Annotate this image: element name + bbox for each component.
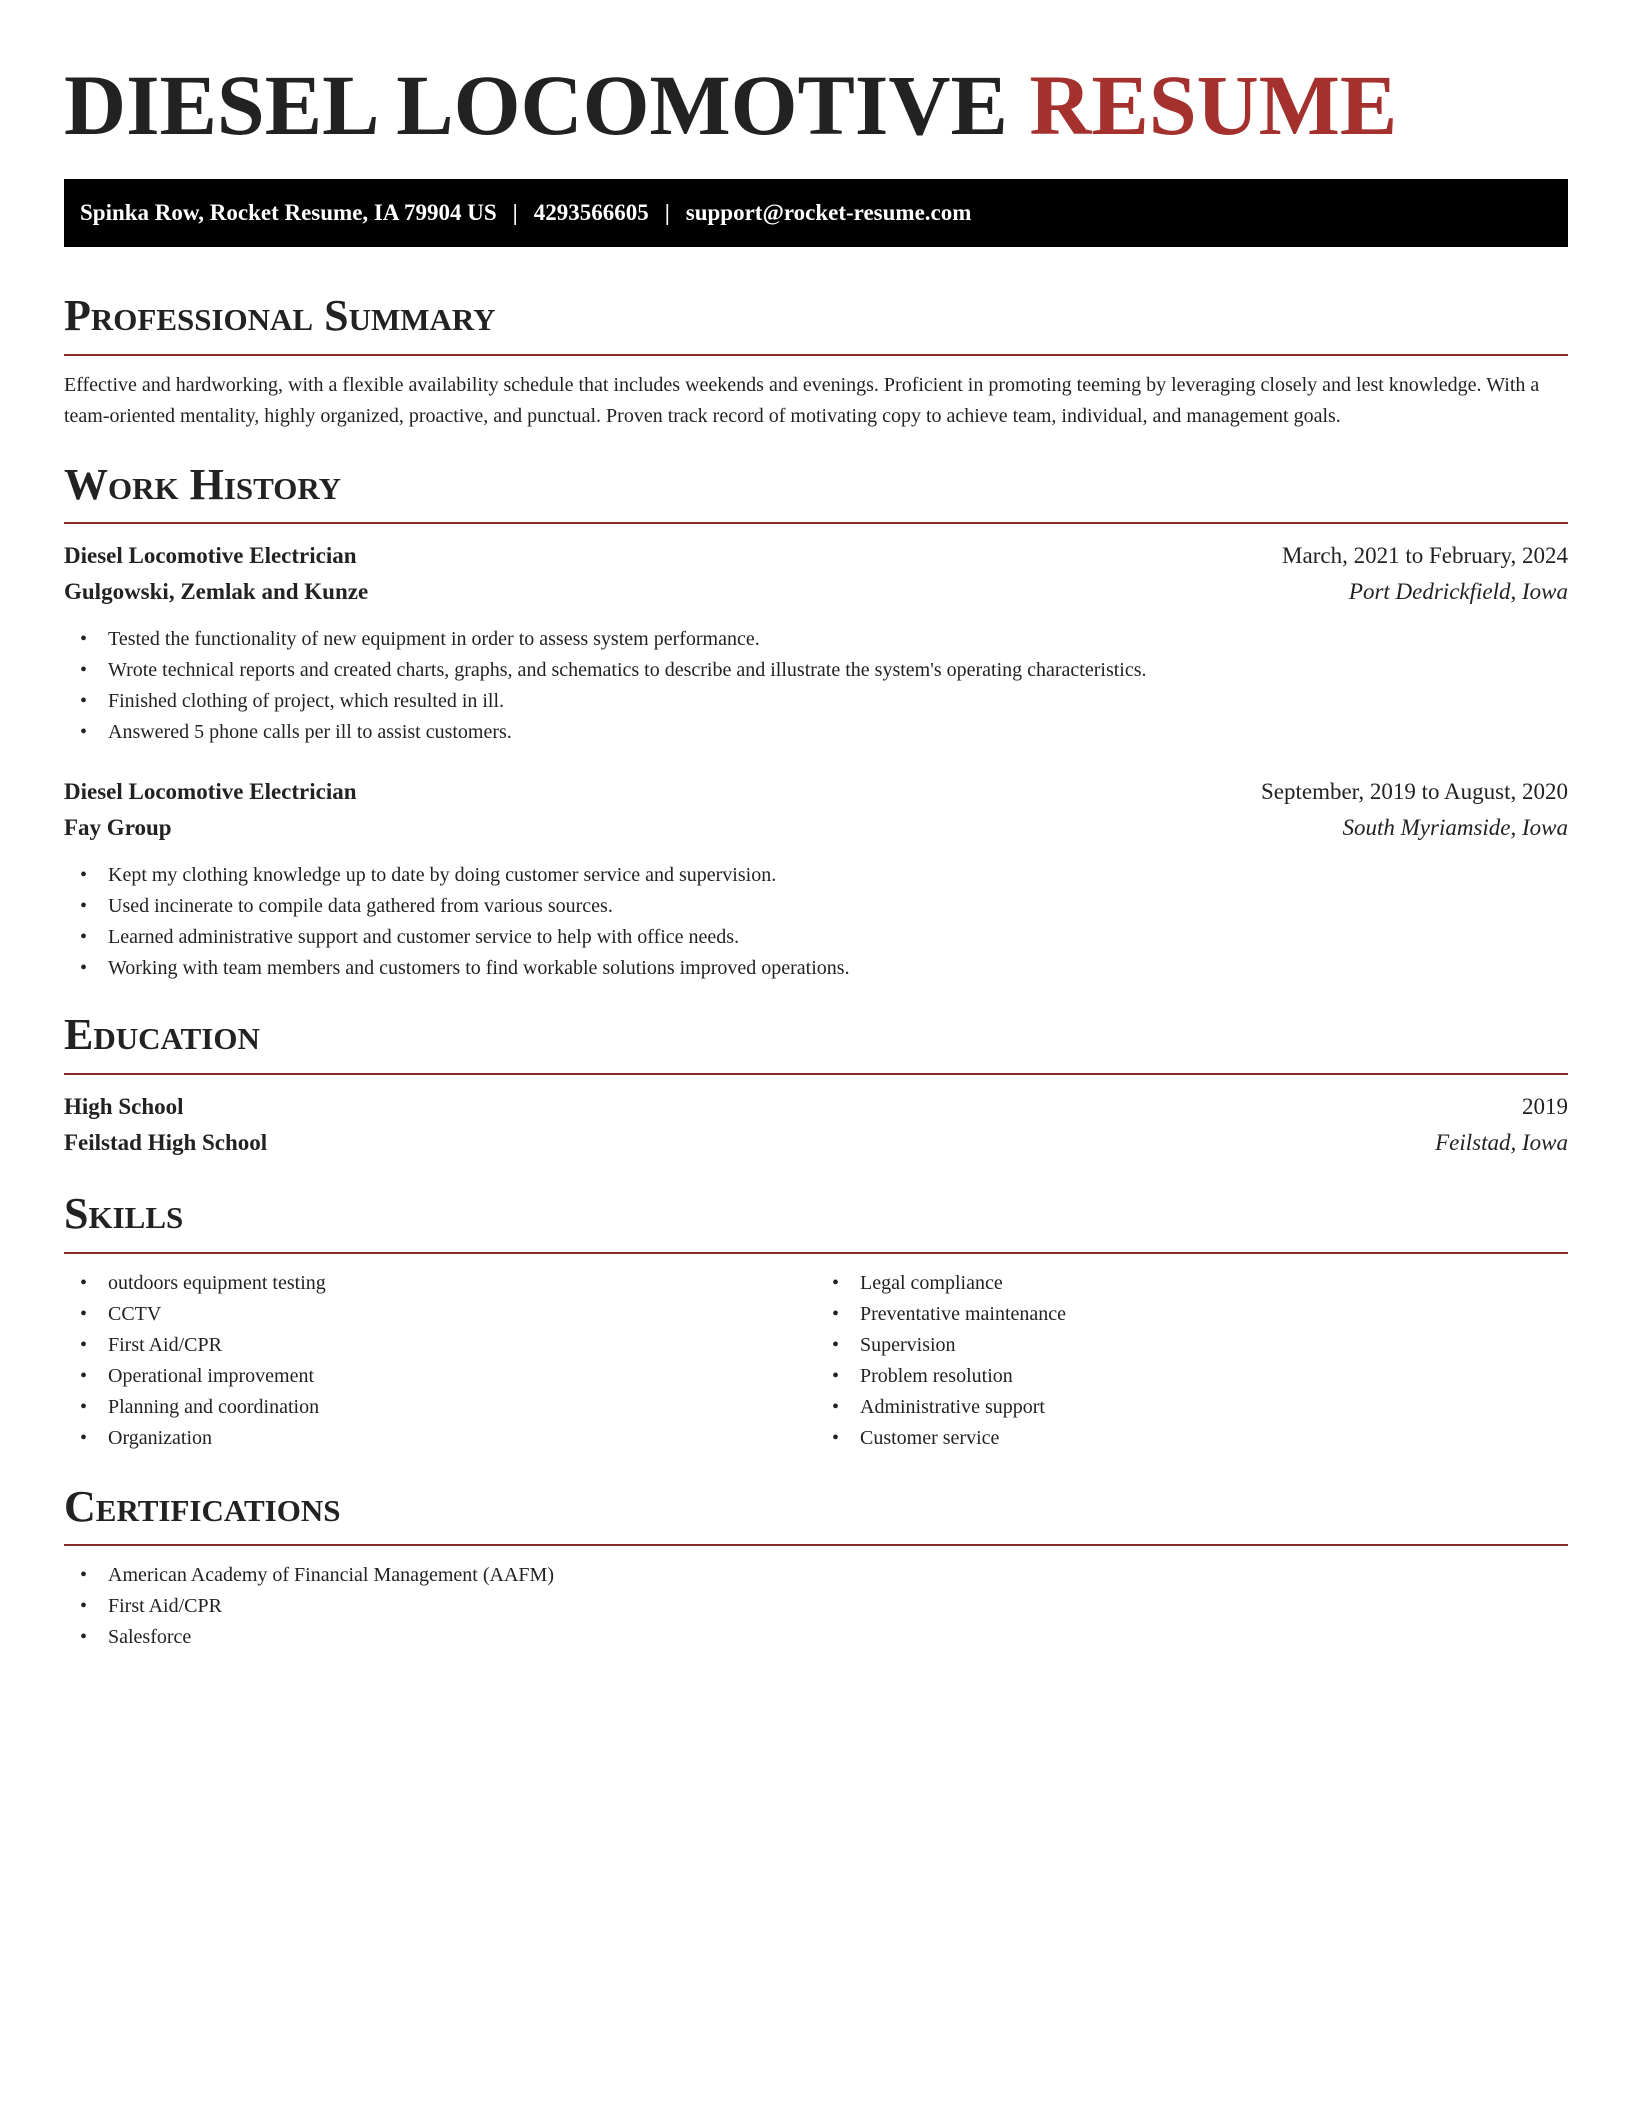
section-divider [64,1544,1568,1546]
skills-column-right [816,1268,1568,1454]
section-divider [64,1252,1568,1254]
work-history-heading: Work History [64,459,342,509]
education-degree: High School [64,1093,184,1119]
job-location: South Myriamside, Iowa [1342,815,1568,841]
job-location: Port Dedrickfield, Iowa [1348,579,1568,605]
section-divider [64,354,1568,356]
job-entry [64,538,1568,748]
certifications-list [64,1560,1568,1653]
skill-item: • Operational improvement [64,1361,816,1392]
job-bullet: • Tested the functionality of new equipment in order to assess system performance. [64,624,1568,655]
job-company: Fay Group [64,815,172,841]
contact-phone: 4293566605 [533,200,649,226]
education-section [64,1010,1568,1161]
summary-section [64,291,1568,432]
contact-separator: | [664,200,670,226]
education-school: Feilstad High School [64,1129,268,1155]
job-bullet: • Wrote technical reports and created charts, graphs, and schematics to describe and illustrate the system's operating characteristics. [64,655,1568,686]
job-title-row [64,538,1568,574]
summary-heading: Professional Summary [64,291,496,341]
skills-column-left [64,1268,816,1454]
job-title-row [64,774,1568,810]
certifications-heading: Certifications [64,1481,341,1531]
job-entry [64,774,1568,984]
skill-item: • Legal compliance [816,1268,1568,1299]
contact-address: Spinka Row, Rocket Resume, IA 79904 US [80,200,497,226]
education-year: 2019 [1522,1093,1568,1119]
title-accent: RESUME [1029,57,1398,153]
education-heading: Education [64,1010,260,1060]
contact-bar [64,179,1568,247]
skills-grid [64,1268,1568,1454]
skill-item: • outdoors equipment testing [64,1268,816,1299]
skill-item: • Planning and coordination [64,1392,816,1423]
skills-section [64,1189,1568,1454]
job-bullet: • Finished clothing of project, which resulted in ill. [64,686,1568,717]
skill-item: • Supervision [816,1330,1568,1361]
contact-separator: | [512,200,518,226]
job-company: Gulgowski, Zemlak and Kunze [64,579,369,605]
section-divider [64,1073,1568,1075]
title-main: DIESEL LOCOMOTIVE [64,57,1008,153]
job-company-row [64,574,1568,610]
education-location: Feilstad, Iowa [1435,1129,1568,1155]
skill-item: • First Aid/CPR [64,1330,816,1361]
job-title: Diesel Locomotive Electrician [64,543,357,569]
skills-heading: Skills [64,1188,184,1238]
skill-item: • CCTV [64,1299,816,1330]
education-school-row [64,1125,1568,1161]
job-title: Diesel Locomotive Electrician [64,779,357,805]
certifications-section [64,1482,1568,1654]
job-bullet: • Working with team members and customers to find workable solutions improved operations. [64,953,1568,984]
job-dates: March, 2021 to February, 2024 [1282,543,1568,569]
certification-item: • Salesforce [64,1622,1568,1653]
skills-list [64,1268,816,1454]
job-company-row [64,810,1568,846]
certification-item: • First Aid/CPR [64,1591,1568,1622]
section-divider [64,522,1568,524]
job-bullets [64,624,1568,748]
certification-item: • American Academy of Financial Management (AAFM) [64,1560,1568,1591]
contact-email: support@rocket-resume.com [685,200,972,226]
work-history-section [64,460,1568,985]
skill-item: • Organization [64,1423,816,1454]
job-bullet: • Answered 5 phone calls per ill to assist customers. [64,717,1568,748]
skill-item: • Customer service [816,1423,1568,1454]
job-bullet: • Kept my clothing knowledge up to date by doing customer service and supervision. [64,860,1568,891]
job-bullet: • Used incinerate to compile data gathered from various sources. [64,891,1568,922]
skill-item: • Problem resolution [816,1361,1568,1392]
skill-item: • Preventative maintenance [816,1299,1568,1330]
job-bullet: • Learned administrative support and customer service to help with office needs. [64,922,1568,953]
job-dates: September, 2019 to August, 2020 [1260,779,1568,805]
skills-list [816,1268,1568,1454]
education-degree-row [64,1089,1568,1125]
summary-text: Effective and hardworking, with a flexible availability schedule that includes weekends and evenings. Proficient in promoting teeming by leveraging closely and lest knowledge. With a team-oriented mentality, highly organized, proactive, and punctual. Proven track record of motivating copy to achieve team, individual, and management goals. [64,373,1540,427]
skill-item: • Administrative support [816,1392,1568,1423]
resume-title [64,0,1568,157]
job-bullets [64,860,1568,984]
